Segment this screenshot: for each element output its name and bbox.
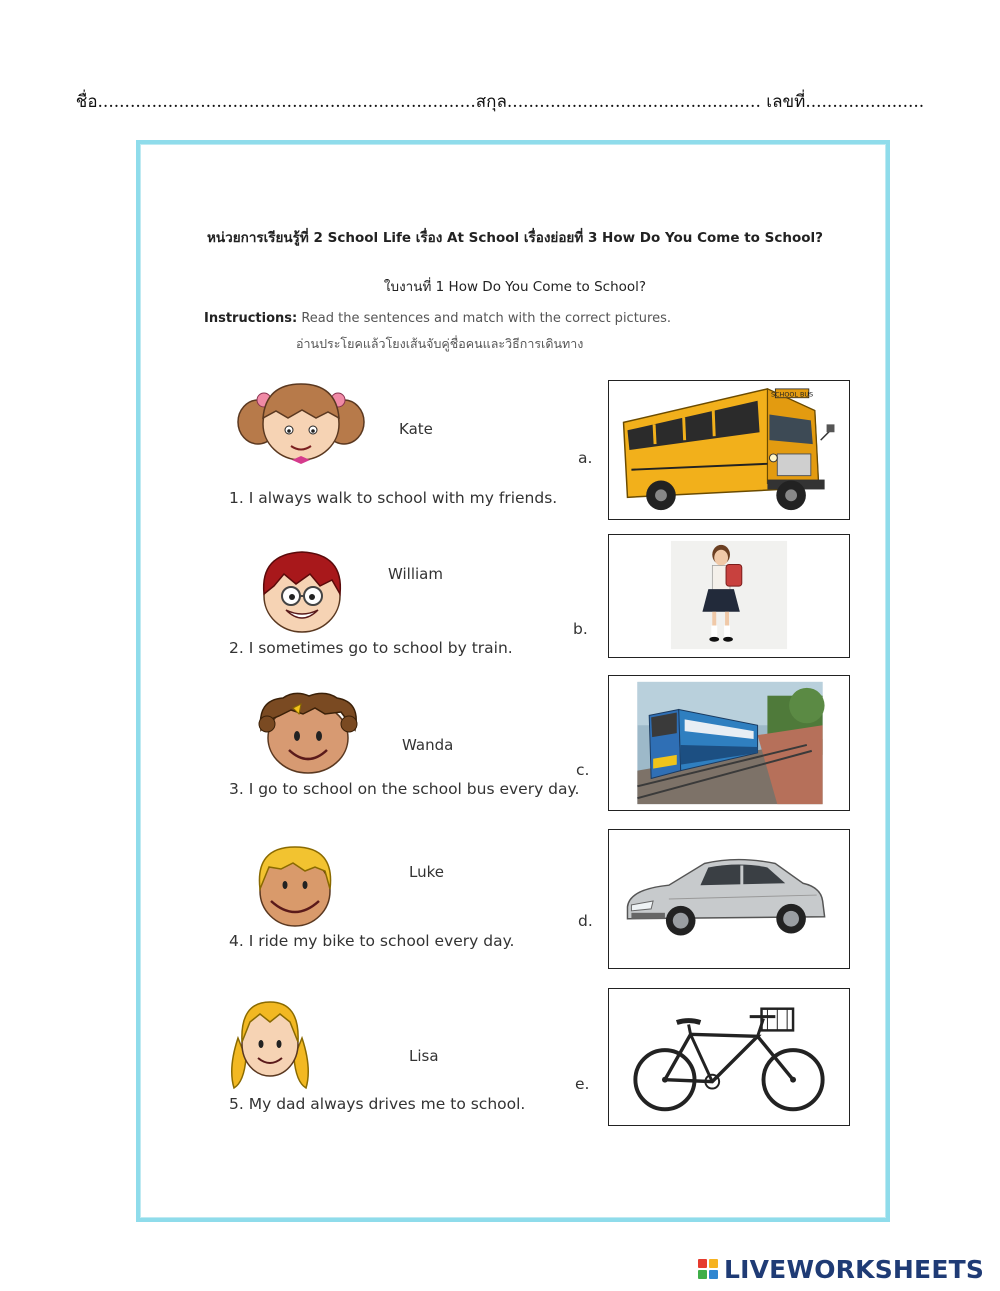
person-name-kate: Kate <box>399 420 433 438</box>
bicycle-picture[interactable] <box>608 988 850 1126</box>
train-picture[interactable] <box>608 675 850 811</box>
option-letter-a: a. <box>578 449 593 467</box>
logo-text: LIVEWORKSHEETS <box>724 1254 985 1284</box>
instructions <box>204 311 671 326</box>
school-bus-picture[interactable] <box>608 380 850 520</box>
liveworksheets-logo[interactable] <box>698 1254 984 1284</box>
bicycle-icon <box>609 989 849 1125</box>
instructions-english: Read the sentences and match with the correct pictures. <box>301 311 671 326</box>
sentence-4: 4. I ride my bike to school every day. <box>229 932 515 950</box>
option-letter-e: e. <box>575 1075 590 1093</box>
train-icon <box>609 676 849 810</box>
walking-girl-picture[interactable] <box>608 534 850 658</box>
sentence-2: 2. I sometimes go to school by train. <box>229 639 513 657</box>
option-letter-b: b. <box>573 620 588 638</box>
logo-block-2 <box>709 1259 718 1268</box>
person-name-lisa: Lisa <box>409 1047 439 1065</box>
wanda-face-icon <box>255 690 361 776</box>
person-name-wanda: Wanda <box>402 736 454 754</box>
logo-block-1 <box>698 1259 707 1268</box>
option-letter-d: d. <box>578 912 593 930</box>
unit-title: หน่วยการเรียนรู้ที่ 2 School Life เรื่อง At School เรื่องย่อยที่ 3 How Do You Come to School? <box>207 230 823 246</box>
person-name-luke: Luke <box>409 863 444 881</box>
person-name-william: William <box>388 565 443 583</box>
logo-mark-icon <box>698 1259 718 1279</box>
sentence-5: 5. My dad always drives me to school. <box>229 1095 526 1113</box>
car-icon <box>609 830 849 968</box>
school-bus-icon <box>609 381 849 519</box>
car-picture[interactable] <box>608 829 850 969</box>
luke-face-icon <box>255 841 335 929</box>
lisa-face-icon <box>228 998 312 1092</box>
instructions-thai: อ่านประโยคแล้วโยงเส้นจับคู่ชื่อคนและวิธีการเดินทาง <box>296 336 584 351</box>
instructions-label: Instructions: <box>204 311 298 326</box>
logo-block-4 <box>709 1270 718 1279</box>
worksheet-subtitle: ใบงานที่ 1 How Do You Come to School? <box>383 279 647 295</box>
logo-block-3 <box>698 1270 707 1279</box>
sentence-3: 3. I go to school on the school bus every day. <box>229 780 580 798</box>
schoolgirl-icon <box>609 535 849 657</box>
kate-face-icon <box>236 378 366 466</box>
student-info-line[interactable]: ชื่อ......................................................................สกุล............................................... เลขที่...................... <box>75 92 925 112</box>
bus-sign-text: SCHOOL BUS <box>771 390 814 399</box>
william-face-icon <box>256 546 348 636</box>
option-letter-c: c. <box>576 761 590 779</box>
sentence-1: 1. I always walk to school with my friends. <box>229 489 558 507</box>
